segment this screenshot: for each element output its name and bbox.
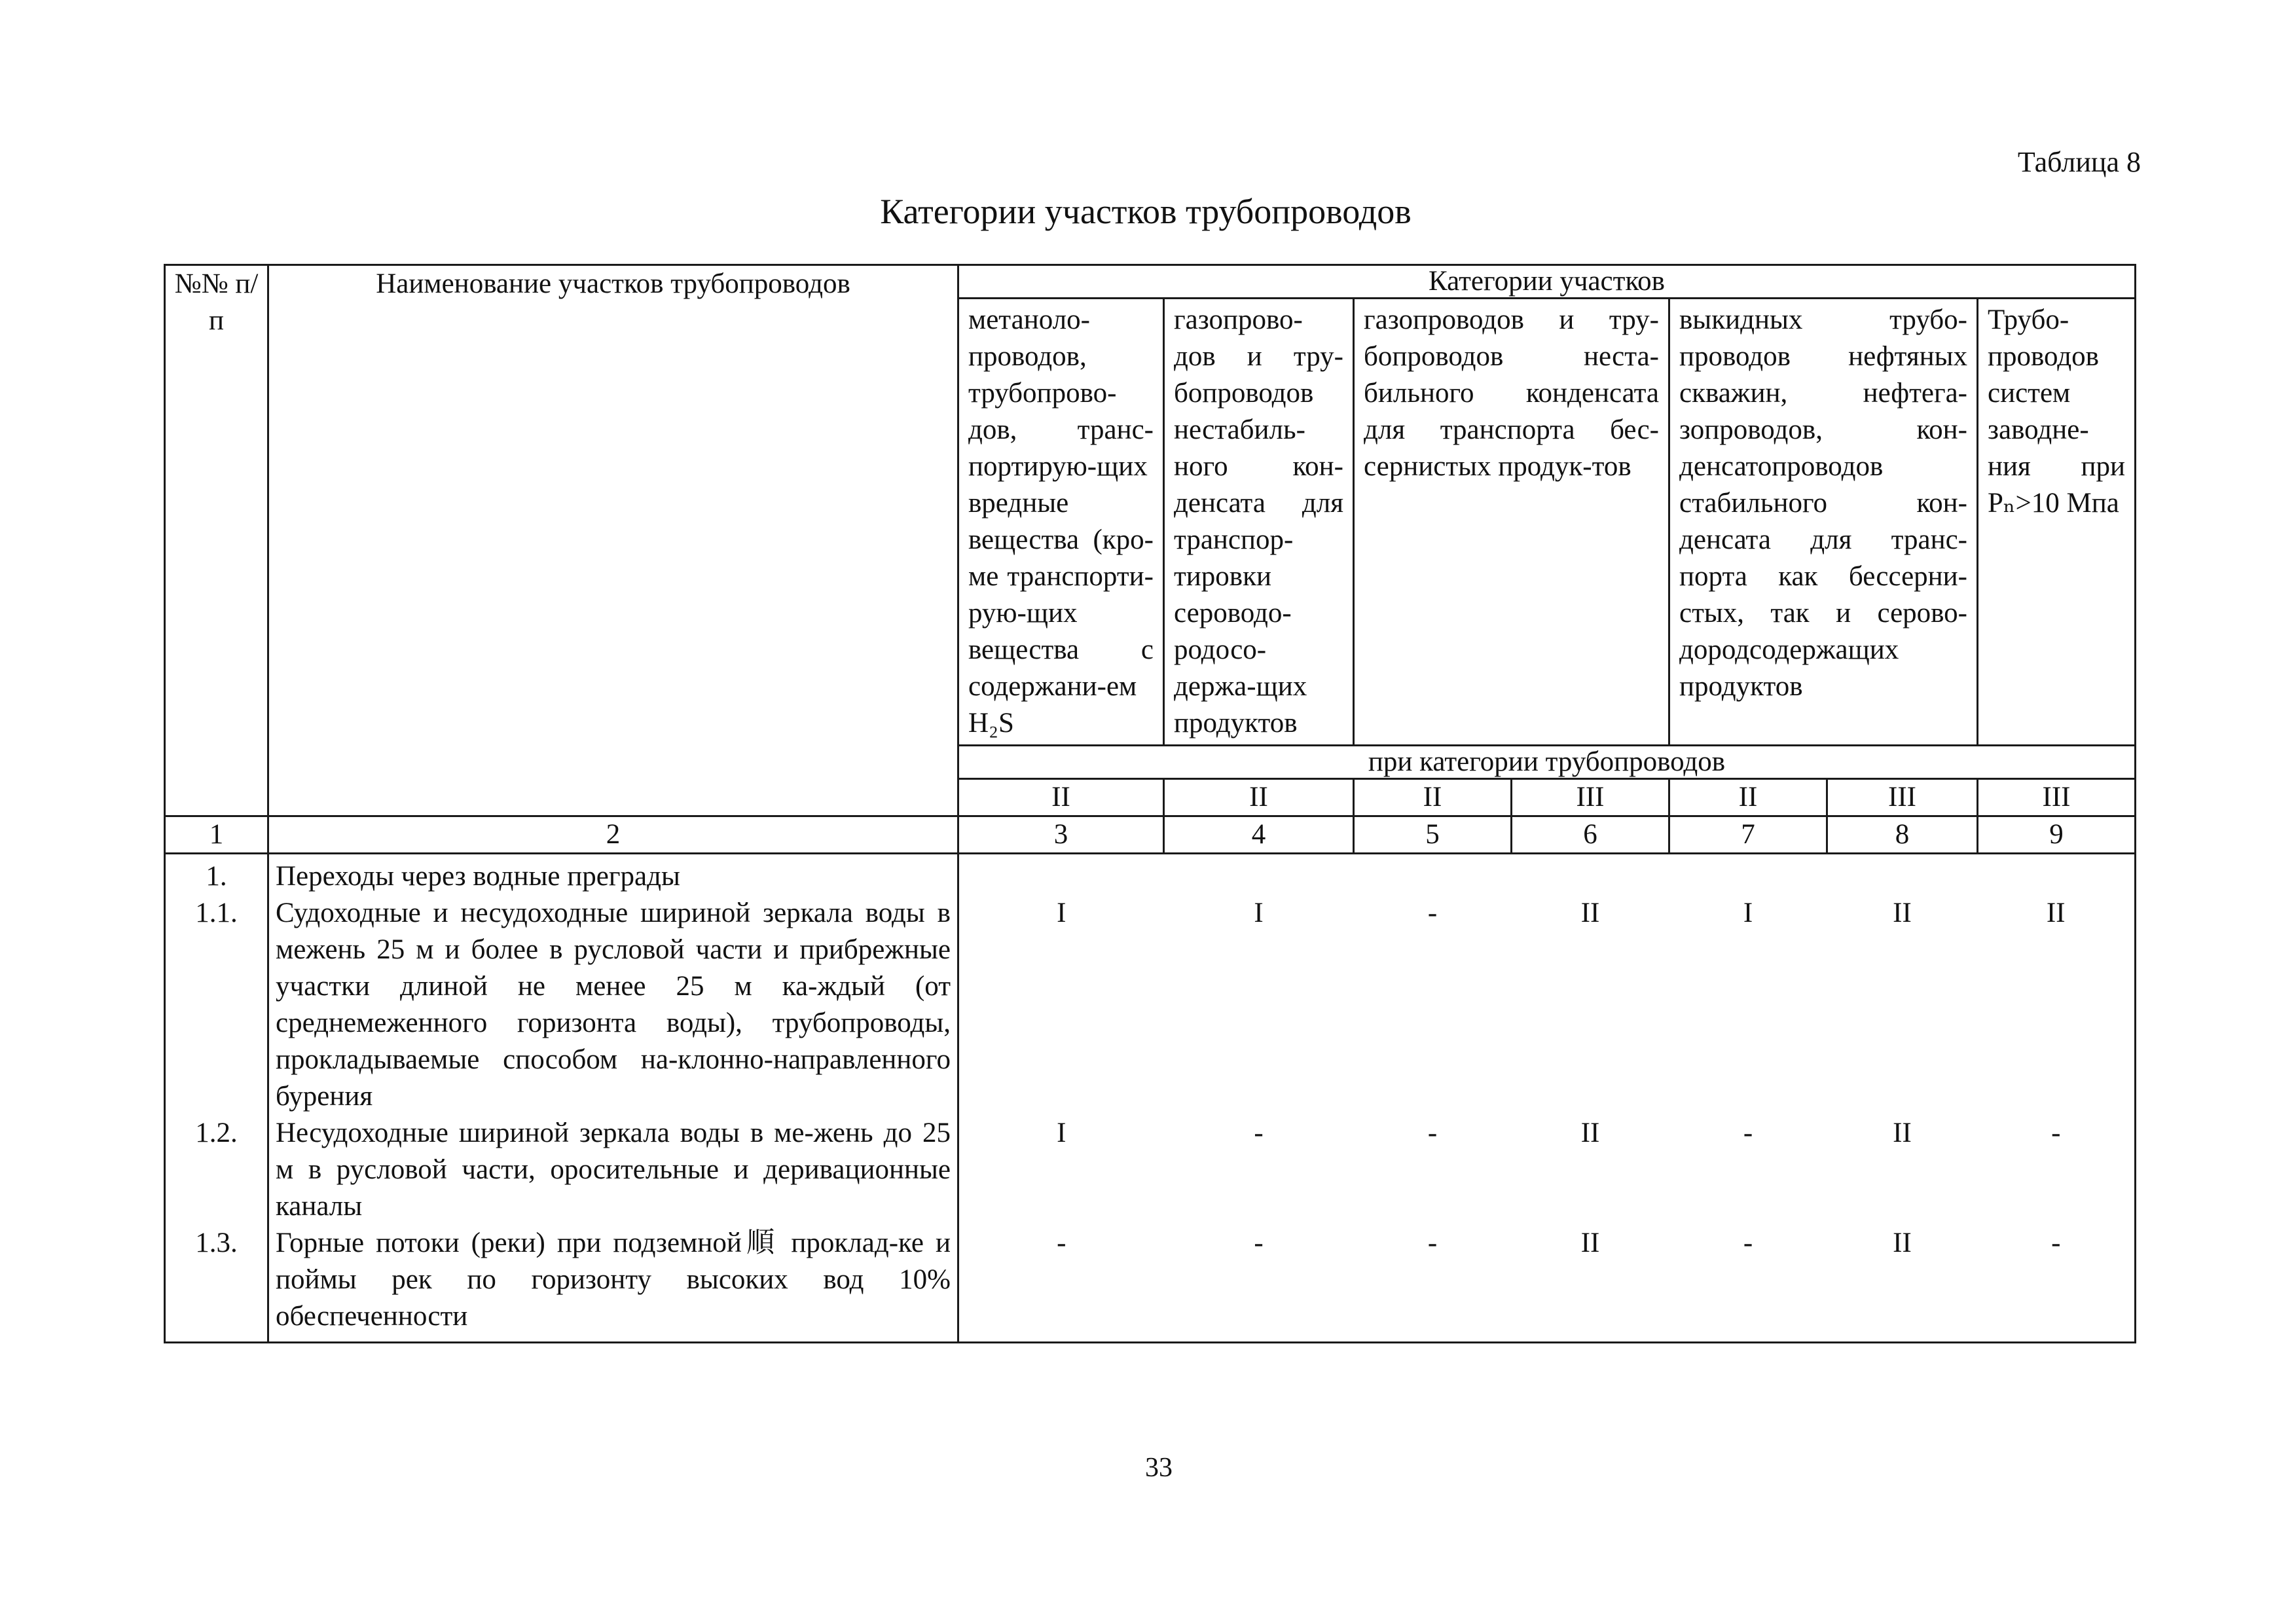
- category-cell: I: [958, 895, 1164, 1115]
- column-number: 3: [958, 816, 1164, 854]
- column-number: 1: [165, 816, 268, 854]
- category-cell: [958, 854, 1164, 896]
- column-number: 4: [1164, 816, 1354, 854]
- column-number: 9: [1978, 816, 2136, 854]
- pipeline-category-cell: II: [958, 779, 1164, 816]
- row-number: 1.3.: [165, 1225, 268, 1343]
- row-number: 1.2.: [165, 1115, 268, 1225]
- row-name: Несудоходные шириной зеркала воды в ме-жень до 25 м в русловой части, оросительные и деривационные каналы: [268, 1115, 958, 1225]
- category-cell: -: [1254, 1118, 1264, 1148]
- category-cell: I: [958, 1115, 1164, 1225]
- pipeline-category-cell: II: [1164, 779, 1354, 816]
- row-number: 1.: [165, 854, 268, 896]
- category-cell: II: [1580, 898, 1600, 928]
- category-cell: [1164, 854, 1354, 896]
- category-cell: -: [1427, 1118, 1438, 1148]
- pipeline-category-header: при категории трубопроводов: [958, 746, 2136, 779]
- table-row: [165, 1225, 2136, 1343]
- name-header: Наименование участков трубопроводов: [268, 265, 958, 816]
- category-cell: -: [1669, 1225, 1827, 1343]
- column-header-oil-wells: выкидных трубо-проводов нефтяных скважин, нефтега-зопроводов, кон-денсатопроводов стабильного кон-денсата для транс-порта как бессерни-стых, так и серово-дородсодержащих продуктов: [1669, 299, 1978, 746]
- category-cell: -: [1427, 898, 1438, 928]
- category-cell: II: [1978, 895, 2136, 1115]
- page-number: 33: [1145, 1453, 1173, 1483]
- pipeline-category-cell: III: [1512, 779, 1669, 816]
- column-number: 7: [1669, 816, 1827, 854]
- table-row: [165, 895, 2136, 1115]
- row-name: Судоходные и несудоходные шириной зеркала воды в межень 25 м и более в русловой части и прибрежные участки длиной не менее 25 м ка-ждый (от среднемеженного горизонта воды), трубопроводы, прокладываемые способом на-клонно-направленного бурения: [268, 895, 958, 1115]
- category-cell: II: [1827, 1225, 1978, 1343]
- table-row: [165, 854, 2136, 896]
- number-header: №№ п/п: [165, 265, 268, 816]
- column-header-methanol: метаноло-проводов, трубопрово-дов, транс-портирую-щих вредные вещества (кро-ме транспорти-рую-щих вещества с содержани-ем H₂S: [958, 299, 1164, 746]
- pipeline-category-cell: III: [1978, 779, 2136, 816]
- category-cell: I: [1743, 898, 1753, 928]
- category-cell: II: [1580, 1118, 1600, 1148]
- category-cell: [1669, 854, 1827, 896]
- column-number: 5: [1354, 816, 1512, 854]
- row-number: 1.1.: [165, 895, 268, 1115]
- column-number: 8: [1827, 816, 1978, 854]
- category-cell: -: [1164, 1225, 1354, 1343]
- row-name: Горные потоки (реки) при подземной順 проклад-ке и поймы рек по горизонту высоких вод 10% обеспеченности: [268, 1225, 958, 1343]
- categories-table: [164, 264, 2136, 1343]
- category-cell: [1827, 854, 1978, 896]
- table-row: [165, 1115, 2136, 1225]
- category-cell: -: [1354, 1225, 1512, 1343]
- page-title: Категории участков трубопроводов: [880, 192, 1412, 231]
- row-name: Переходы через водные преграды: [268, 854, 958, 896]
- category-cell: II: [1893, 898, 1912, 928]
- category-cell: -: [1978, 1115, 2136, 1225]
- column-number: 6: [1512, 816, 1669, 854]
- category-cell: -: [958, 1225, 1164, 1343]
- column-header-sulfur-free-gas: газопроводов и тру-бопроводов неста-бильного конденсата для транспорта бес-сернистых продук-тов: [1354, 299, 1669, 746]
- column-number: 2: [268, 816, 958, 854]
- column-header-flooding: Трубо-проводов систем заводне-ния при Pₙ>10 Мпа: [1978, 299, 2136, 746]
- category-cell: [1354, 854, 1512, 896]
- category-cell: I: [1254, 898, 1264, 928]
- category-cell: -: [1978, 1225, 2136, 1343]
- category-cell: II: [1893, 1118, 1912, 1148]
- pipeline-category-cell: II: [1669, 779, 1827, 816]
- category-cell: -: [1743, 1118, 1753, 1148]
- category-cell: [1512, 854, 1669, 896]
- category-cell: II: [1512, 1225, 1669, 1343]
- pipeline-category-cell: II: [1354, 779, 1512, 816]
- category-cell: [1978, 854, 2136, 896]
- table-label: Таблица 8: [2017, 146, 2141, 178]
- column-header-h2s-gas: газопрово-дов и тру-бопроводов нестабиль-ного кон-денсата для транспор-тировки сероводо-родосо-держа-щих продуктов: [1164, 299, 1354, 746]
- pipeline-category-cell: III: [1827, 779, 1978, 816]
- categories-header: Категории участков: [958, 265, 2136, 299]
